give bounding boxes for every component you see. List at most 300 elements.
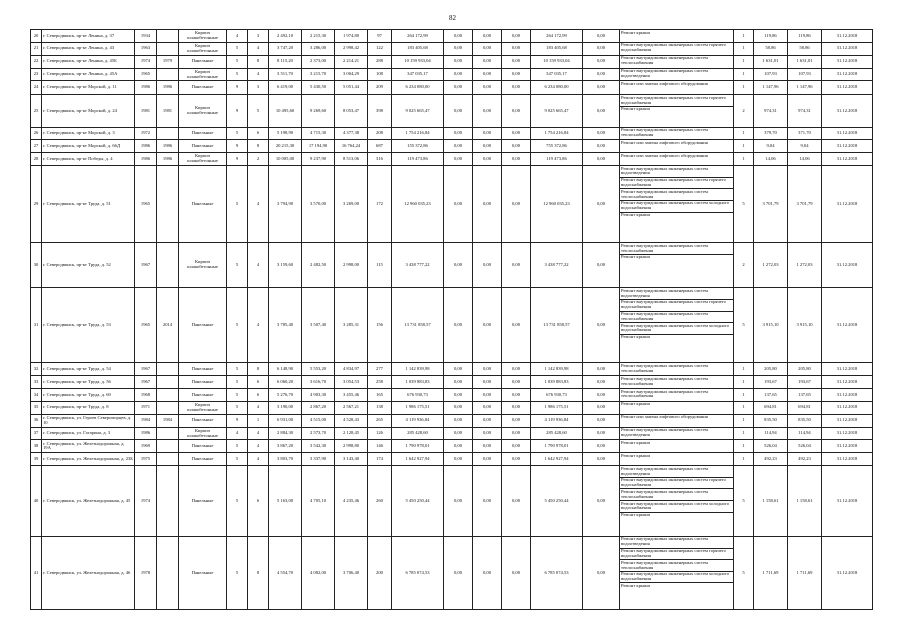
year-built: 1986 — [135, 81, 157, 95]
other-funds: 0,00 — [583, 376, 620, 389]
residents-count: 265 — [368, 414, 392, 427]
max-specific-cost: 694,81 — [788, 401, 822, 414]
total-area: 3 747,20 — [269, 42, 302, 55]
municipal-funds: 0,00 — [502, 453, 531, 466]
municipal-funds: 0,00 — [502, 95, 531, 127]
premises-area: 5 553,20 — [302, 363, 335, 376]
regional-funds: 0,00 — [473, 466, 502, 537]
total-area: 20 215,30 — [269, 140, 302, 153]
specific-cost: 137,65 — [754, 389, 788, 402]
federal-funds: 0,00 — [444, 95, 473, 127]
max-specific-cost: 193,67 — [788, 376, 822, 389]
owner-funds: 1 754 216,84 — [531, 127, 583, 140]
works-count: 1 — [734, 376, 754, 389]
house-address: г. Северодвинск, пр-кт Труда, д. 54 — [42, 363, 135, 376]
house-address: г. Северодвинск, пр-кт Труда, д. 60 — [42, 389, 135, 402]
residential-area: 16 764,24 — [335, 140, 368, 153]
other-funds: 0,00 — [583, 440, 620, 453]
regional-funds: 0,00 — [473, 68, 502, 81]
other-funds: 0,00 — [583, 288, 620, 363]
completion-date: 31.12.2018 — [822, 453, 873, 466]
residential-area: 4 235,46 — [335, 466, 368, 537]
residents-count: 126 — [368, 427, 392, 440]
year-commissioned — [157, 536, 179, 609]
total-repair-cost: 1 039 883,83 — [392, 376, 444, 389]
repair-work-item: Ремонт крыши — [621, 512, 650, 518]
max-specific-cost: 1 147,96 — [788, 81, 822, 95]
residential-area: 2 567,21 — [335, 401, 368, 414]
residential-area: 3 269,00 — [335, 166, 368, 243]
repair-work-item: Ремонт крыши — [621, 582, 650, 588]
total-repair-cost: 1 790 978,01 — [392, 440, 444, 453]
works-count: 5 — [734, 288, 754, 363]
residents-count: 209 — [368, 81, 392, 95]
floor-count: 5 — [227, 363, 248, 376]
other-funds: 0,00 — [583, 68, 620, 81]
repair-work-item: Ремонт внутридомовых инженерных систем теплоснабжения — [620, 489, 733, 501]
residents-count: 165 — [368, 389, 392, 402]
owner-funds: 1 986 175,51 — [531, 401, 583, 414]
other-funds: 0,00 — [583, 30, 620, 43]
wall-material: Кирпич шлакобетонные — [179, 427, 227, 440]
federal-funds: 0,00 — [444, 42, 473, 55]
residents-count: 200 — [368, 536, 392, 609]
premises-area: 9 269,60 — [302, 95, 335, 127]
works-count: 1 — [734, 453, 754, 466]
year-built: 1986 — [135, 427, 157, 440]
table-row — [31, 55, 873, 68]
total-repair-cost: 119 473,86 — [392, 153, 444, 166]
premises-area: 3 570,00 — [302, 166, 335, 243]
residents-count: 122 — [368, 42, 392, 55]
regional-funds: 0,00 — [473, 376, 502, 389]
works-count: 1 — [734, 55, 754, 68]
entrance-count: 4 — [248, 42, 269, 55]
table-row — [31, 42, 873, 55]
wall-material: Кирпич шлакобетонные — [179, 30, 227, 43]
municipal-funds: 0,00 — [502, 166, 531, 243]
repair-works — [620, 42, 734, 55]
repair-work-item: Ремонт или замена лифтового оборудования — [621, 80, 708, 86]
repair-work-item: Ремонт внутридомовых инженерных систем горячего водоснабжения — [620, 300, 733, 312]
residential-area: 3 706,40 — [335, 536, 368, 609]
total-repair-cost: 1 754 216,84 — [392, 127, 444, 140]
regional-funds: 0,00 — [473, 127, 502, 140]
row-number: 20 — [31, 30, 42, 43]
specific-cost: 107,93 — [754, 68, 788, 81]
federal-funds: 0,00 — [444, 414, 473, 427]
max-specific-cost: 1 631,01 — [788, 55, 822, 68]
repair-work-item: Ремонт внутридомовых инженерных систем горячего водоснабжения — [621, 42, 726, 53]
row-number: 24 — [31, 81, 42, 95]
owner-funds: 4 119 936,84 — [531, 414, 583, 427]
table-row — [31, 427, 873, 440]
regional-funds: 0,00 — [473, 166, 502, 243]
repair-work-item: Ремонт внутридомовых инженерных систем теплоснабжения — [621, 362, 708, 373]
specific-cost: 14,06 — [754, 153, 788, 166]
specific-cost: 492,23 — [754, 453, 788, 466]
total-area: 6 931,00 — [269, 414, 302, 427]
table-row — [31, 68, 873, 81]
repair-work-item: Ремонт или замена лифтового оборудования — [621, 152, 708, 158]
wall-material: Панельные — [179, 55, 227, 68]
regional-funds: 0,00 — [473, 243, 502, 288]
municipal-funds: 0,00 — [502, 401, 531, 414]
row-number: 21 — [31, 42, 42, 55]
premises-area: 3 542,30 — [302, 440, 335, 453]
municipal-funds: 0,00 — [502, 243, 531, 288]
total-repair-cost: 6 785 074,53 — [392, 536, 444, 609]
year-commissioned: 1984 — [157, 414, 179, 427]
repair-works — [620, 140, 734, 153]
entrance-count: 8 — [248, 536, 269, 609]
max-specific-cost: 119,86 — [788, 30, 822, 43]
row-number: 29 — [31, 166, 42, 243]
federal-funds: 0,00 — [444, 81, 473, 95]
specific-cost: 193,67 — [754, 376, 788, 389]
premises-area: 3 337,90 — [302, 453, 335, 466]
specific-cost: 974,31 — [754, 95, 788, 127]
repair-work-item: Ремонт внутридомовых инженерных систем холодного водоснабжения — [620, 501, 733, 513]
repair-works — [620, 389, 734, 402]
total-repair-cost: 1 642 927,94 — [392, 453, 444, 466]
owner-funds: 1 790 978,01 — [531, 440, 583, 453]
other-funds: 0,00 — [583, 140, 620, 153]
row-number: 27 — [31, 140, 42, 153]
entrance-count: 4 — [248, 440, 269, 453]
completion-date: 31.12.2018 — [822, 95, 873, 127]
max-specific-cost: 835,50 — [788, 414, 822, 427]
entrance-count: 4 — [248, 288, 269, 363]
year-commissioned — [157, 166, 179, 243]
regional-funds: 0,00 — [473, 30, 502, 43]
table-row — [31, 166, 873, 243]
completion-date: 31.12.2018 — [822, 536, 873, 609]
specific-cost: 1 272,03 — [754, 243, 788, 288]
other-funds: 0,00 — [583, 363, 620, 376]
regional-funds: 0,00 — [473, 401, 502, 414]
owner-funds: 755 372,86 — [531, 140, 583, 153]
specific-cost: 1 158,61 — [754, 466, 788, 537]
house-address: г. Северодвинск, ул. Железнодорожная, д. 19А — [42, 440, 135, 453]
floor-count: 5 — [227, 288, 248, 363]
repair-works — [620, 95, 734, 127]
floor-count: 5 — [227, 55, 248, 68]
repair-work-item: Ремонт внутридомовых инженерных систем водоотведения — [621, 427, 708, 437]
federal-funds: 0,00 — [444, 30, 473, 43]
repair-work-item: Ремонт внутридомовых инженерных систем водоотведения — [620, 288, 733, 300]
floor-count: 5 — [227, 453, 248, 466]
repair-works — [620, 440, 734, 453]
floor-count: 5 — [227, 42, 248, 55]
completion-date: 31.12.2018 — [822, 68, 873, 81]
entrance-count: 4 — [248, 166, 269, 243]
table-row — [31, 440, 873, 453]
completion-date: 31.12.2018 — [822, 288, 873, 363]
floor-count: 9 — [227, 153, 248, 166]
residents-count: 115 — [368, 243, 392, 288]
residents-count: 138 — [368, 401, 392, 414]
year-built: 1969 — [135, 440, 157, 453]
premises-area: 2 867,20 — [302, 401, 335, 414]
total-repair-cost: 9 025 665,47 — [392, 95, 444, 127]
wall-material: Панельные — [179, 288, 227, 363]
municipal-funds: 0,00 — [502, 427, 531, 440]
specific-cost: 9,04 — [754, 140, 788, 153]
completion-date: 31.12.2018 — [822, 376, 873, 389]
wall-material: Панельные — [179, 453, 227, 466]
total-area: 3 794,90 — [269, 166, 302, 243]
repair-work-item: Ремонт крыши — [621, 452, 650, 458]
year-commissioned — [157, 453, 179, 466]
house-address: г. Северодвинск, пр-кт Ленина, д. 43 — [42, 42, 135, 55]
year-commissioned — [157, 389, 179, 402]
municipal-funds: 0,00 — [502, 414, 531, 427]
row-number: 35 — [31, 401, 42, 414]
federal-funds: 0,00 — [444, 440, 473, 453]
residents-count: 277 — [368, 363, 392, 376]
total-repair-cost: 676 930,73 — [392, 389, 444, 402]
table-row — [31, 127, 873, 140]
federal-funds: 0,00 — [444, 288, 473, 363]
row-number: 37 — [31, 427, 42, 440]
completion-date: 31.12.2018 — [822, 81, 873, 95]
regional-funds: 0,00 — [473, 95, 502, 127]
repair-work-item: Ремонт крыши — [621, 29, 650, 35]
floor-count: 5 — [227, 466, 248, 537]
other-funds: 0,00 — [583, 42, 620, 55]
completion-date: 31.12.2018 — [822, 243, 873, 288]
federal-funds: 0,00 — [444, 55, 473, 68]
wall-material: Панельные — [179, 140, 227, 153]
wall-material: Кирпич шлакобетонные — [179, 401, 227, 414]
total-area: 8 115,20 — [269, 55, 302, 68]
wall-material: Панельные — [179, 81, 227, 95]
specific-cost: 1 147,96 — [754, 81, 788, 95]
works-count: 1 — [734, 153, 754, 166]
municipal-funds: 0,00 — [502, 466, 531, 537]
federal-funds: 0,00 — [444, 466, 473, 537]
total-area: 3 190,00 — [269, 401, 302, 414]
repair-work-item: Ремонт внутридомовых инженерных систем водоотведения — [621, 68, 708, 78]
year-built: 1986 — [135, 153, 157, 166]
year-built: 1967 — [135, 363, 157, 376]
municipal-funds: 0,00 — [502, 363, 531, 376]
year-built: 1978 — [135, 536, 157, 609]
year-commissioned — [157, 127, 179, 140]
floor-count: 5 — [227, 68, 248, 81]
year-commissioned: 2014 — [157, 288, 179, 363]
year-commissioned — [157, 376, 179, 389]
row-number: 39 — [31, 453, 42, 466]
owner-funds: 12 960 035,23 — [531, 166, 583, 243]
year-built: 1974 — [135, 466, 157, 537]
municipal-funds: 0,00 — [502, 288, 531, 363]
table-row — [31, 95, 873, 127]
repair-work-item: Ремонт внутридомовых инженерных систем теплоснабжения — [620, 312, 733, 324]
total-area: 6 060,20 — [269, 376, 302, 389]
owner-funds: 119 473,86 — [531, 153, 583, 166]
max-specific-cost: 14,06 — [788, 153, 822, 166]
federal-funds: 0,00 — [444, 166, 473, 243]
entrance-count: 6 — [248, 127, 269, 140]
works-count: 1 — [734, 440, 754, 453]
regional-funds: 0,00 — [473, 42, 502, 55]
residential-area: 8 513,06 — [335, 153, 368, 166]
row-number: 38 — [31, 440, 42, 453]
house-address: г. Северодвинск, пр-кт Труда, д. 56 — [42, 376, 135, 389]
repair-works — [620, 427, 734, 440]
premises-area: 2 482,50 — [302, 243, 335, 288]
premises-area: 3 215,70 — [302, 68, 335, 81]
repair-work-item: Ремонт внутридомовых инженерных систем горячего водоснабжения — [620, 178, 733, 190]
specific-cost: 379,70 — [754, 127, 788, 140]
municipal-funds: 0,00 — [502, 536, 531, 609]
municipal-funds: 0,00 — [502, 42, 531, 55]
federal-funds: 0,00 — [444, 536, 473, 609]
row-number: 32 — [31, 363, 42, 376]
owner-funds: 285 428,60 — [531, 427, 583, 440]
repair-works — [620, 376, 734, 389]
wall-material: Панельные — [179, 166, 227, 243]
specific-cost: 3 701,79 — [754, 166, 788, 243]
specific-cost: 58,86 — [754, 42, 788, 55]
max-specific-cost: 137,65 — [788, 389, 822, 402]
table-row — [31, 30, 873, 43]
repair-work-item: Ремонт внутридомовых инженерных систем теплоснабжения — [621, 375, 708, 386]
owner-funds: 6 234 080,00 — [531, 81, 583, 95]
table-row — [31, 414, 873, 427]
other-funds: 0,00 — [583, 243, 620, 288]
year-built: 1986 — [135, 140, 157, 153]
total-repair-cost: 1 986 175,51 — [392, 401, 444, 414]
premises-area: 2 373,00 — [302, 55, 335, 68]
residents-count: 208 — [368, 127, 392, 140]
other-funds: 0,00 — [583, 414, 620, 427]
total-area: 5 163,00 — [269, 466, 302, 537]
works-count: 1 — [734, 414, 754, 427]
works-count: 1 — [734, 81, 754, 95]
year-commissioned — [157, 42, 179, 55]
entrance-count: 4 — [248, 243, 269, 288]
repair-work-item: Ремонт крыши — [621, 334, 650, 340]
max-specific-cost: 9,04 — [788, 140, 822, 153]
max-specific-cost: 3 915,10 — [788, 288, 822, 363]
wall-material: Кирпич шлакобетонные — [179, 153, 227, 166]
year-commissioned — [157, 243, 179, 288]
year-commissioned: 1986 — [157, 140, 179, 153]
year-built: 1965 — [135, 288, 157, 363]
house-address: г. Северодвинск, пр-кт Труда, д. 52 — [42, 243, 135, 288]
regional-funds: 0,00 — [473, 453, 502, 466]
repair-work-item: Ремонт внутридомовых инженерных систем теплоснабжения — [620, 560, 733, 572]
floor-count: 9 — [227, 81, 248, 95]
municipal-funds: 0,00 — [502, 127, 531, 140]
house-address: г. Северодвинск, ул. Героев Североморцев, д. 10 — [42, 414, 135, 427]
specific-cost: 1 631,01 — [754, 55, 788, 68]
total-area: 5 198,90 — [269, 127, 302, 140]
repair-works — [620, 536, 734, 609]
premises-area: 3 286,00 — [302, 42, 335, 55]
other-funds: 0,00 — [583, 466, 620, 537]
table-row — [31, 536, 873, 609]
year-commissioned: 1986 — [157, 81, 179, 95]
owner-funds: 1 039 883,83 — [531, 376, 583, 389]
regional-funds: 0,00 — [473, 427, 502, 440]
year-commissioned — [157, 466, 179, 537]
wall-material: Кирпич шлакобетонные — [179, 95, 227, 127]
house-address: г. Северодвинск, пр-кт Труда, д. 53 — [42, 288, 135, 363]
house-address: г. Северодвинск, пр-кт Ленина, д. 45А — [42, 68, 135, 81]
federal-funds: 0,00 — [444, 427, 473, 440]
year-built: 1968 — [135, 389, 157, 402]
repair-works — [620, 166, 734, 243]
row-number: 22 — [31, 55, 42, 68]
year-built: 1967 — [135, 243, 157, 288]
specific-cost: 526,04 — [754, 440, 788, 453]
floor-count: 5 — [227, 127, 248, 140]
floor-count: 5 — [227, 401, 248, 414]
year-commissioned — [157, 30, 179, 43]
house-address: г. Северодвинск, ул. Железнодорожная, д. 23Б — [42, 453, 135, 466]
house-address: г. Северодвинск, пр-кт Ленина, д. 45Б — [42, 55, 135, 68]
entrance-count: 8 — [248, 55, 269, 68]
year-built: 1974 — [135, 55, 157, 68]
entrance-count: 3 — [248, 81, 269, 95]
specific-cost: 205,80 — [754, 363, 788, 376]
municipal-funds: 0,00 — [502, 55, 531, 68]
wall-material: Панельные — [179, 440, 227, 453]
repair-works — [620, 81, 734, 95]
row-number: 36 — [31, 414, 42, 427]
total-area: 3 785,40 — [269, 288, 302, 363]
max-specific-cost: 205,80 — [788, 363, 822, 376]
total-repair-cost: 6 234 080,00 — [392, 81, 444, 95]
total-area: 3 867,20 — [269, 440, 302, 453]
year-built: 1972 — [135, 127, 157, 140]
repair-work-item: Ремонт крыши — [621, 439, 650, 445]
repair-works — [620, 414, 734, 427]
residential-area: 1 974,80 — [335, 30, 368, 43]
total-repair-cost: 13 731 858,57 — [392, 288, 444, 363]
owner-funds: 183 405,68 — [531, 42, 583, 55]
repair-work-item: Ремонт внутридомовых инженерных систем горячего водоснабжения — [620, 549, 733, 561]
residential-area: 3 054,53 — [335, 376, 368, 389]
federal-funds: 0,00 — [444, 153, 473, 166]
residential-area: 2 998,00 — [335, 243, 368, 288]
max-specific-cost: 526,04 — [788, 440, 822, 453]
residents-count: 156 — [368, 288, 392, 363]
regional-funds: 0,00 — [473, 389, 502, 402]
municipal-funds: 0,00 — [502, 140, 531, 153]
works-count: 1 — [734, 389, 754, 402]
year-built: 1934 — [135, 30, 157, 43]
residents-count: 97 — [368, 30, 392, 43]
max-specific-cost: 492,23 — [788, 453, 822, 466]
residents-count: 687 — [368, 140, 392, 153]
max-specific-cost: 1 272,03 — [788, 243, 822, 288]
max-specific-cost: 974,31 — [788, 95, 822, 127]
capital-repair-register-table — [30, 29, 873, 610]
completion-date: 31.12.2018 — [822, 389, 873, 402]
max-specific-cost: 114,94 — [788, 427, 822, 440]
repair-work-item: Ремонт внутридомовых инженерных систем холодного водоснабжения — [620, 572, 733, 584]
residential-area: 3 455,46 — [335, 389, 368, 402]
year-built: 1965 — [135, 68, 157, 81]
floor-count: 9 — [227, 140, 248, 153]
federal-funds: 0,00 — [444, 363, 473, 376]
other-funds: 0,00 — [583, 55, 620, 68]
